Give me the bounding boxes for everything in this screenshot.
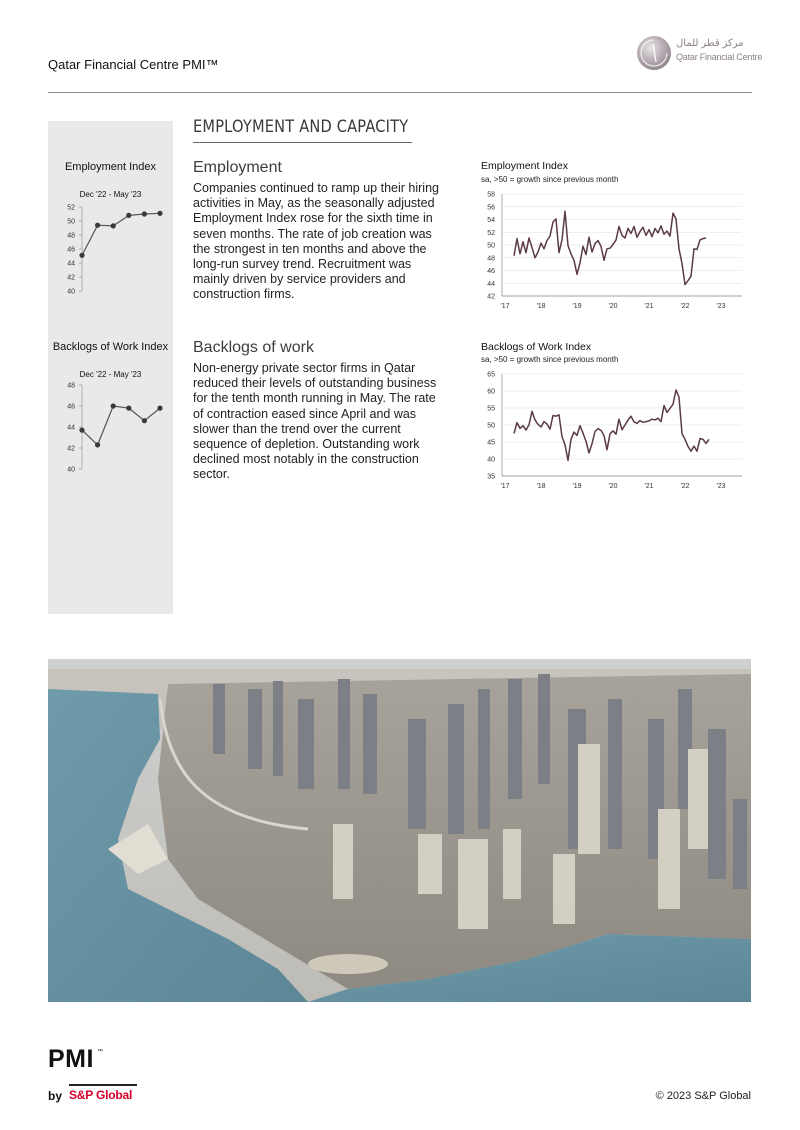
header-divider [48, 92, 752, 93]
employment-chart-subtitle: sa, >50 = growth since previous month [481, 175, 619, 184]
y-tick-label: 40 [67, 466, 75, 474]
logo-arabic-text: مركز قطر للمال [676, 38, 744, 49]
y-tick-label: 44 [487, 280, 495, 288]
mini-chart-title-employment: Employment Index [64, 161, 157, 173]
pmi-trademark: ™ [97, 1049, 103, 1055]
data-point [157, 211, 162, 216]
y-tick-label: 60 [487, 388, 495, 396]
section-heading: EMPLOYMENT AND CAPACITY [193, 117, 409, 137]
y-tick-label: 42 [67, 445, 75, 453]
backlogs-line-chart [478, 366, 750, 496]
series-line [514, 211, 706, 284]
sp-global-logo: S&P Global [69, 1088, 133, 1102]
y-tick-label: 65 [487, 371, 495, 379]
y-tick-label: 46 [487, 268, 495, 275]
data-point [95, 223, 100, 228]
y-tick-label: 35 [487, 473, 495, 481]
y-tick-label: 48 [67, 382, 75, 390]
copyright: © 2023 S&P Global [655, 1090, 751, 1102]
mini-chart-employment [48, 199, 173, 299]
doha-skyline-illustration [48, 659, 751, 1002]
mini-chart-subtitle-backlogs: Dec '22 - May '23 [79, 370, 142, 379]
qfc-emblem-icon [636, 35, 672, 71]
y-tick-label: 48 [487, 255, 495, 263]
pmi-logo: PMI [48, 1045, 94, 1073]
y-tick-label: 54 [487, 217, 495, 224]
data-point [126, 213, 131, 218]
y-tick-label: 42 [67, 274, 75, 282]
x-tick-label: '23 [716, 483, 726, 490]
data-point [142, 418, 147, 423]
x-tick-label: '22 [680, 303, 690, 310]
data-point [157, 406, 162, 411]
y-tick-label: 40 [67, 288, 75, 296]
y-tick-label: 46 [67, 403, 75, 411]
y-tick-label: 52 [487, 229, 495, 237]
data-point [142, 211, 147, 216]
data-point [111, 403, 116, 408]
doha-skyline-photo [48, 659, 751, 1002]
y-tick-label: 40 [487, 456, 495, 464]
employment-chart-title: Employment Index [481, 160, 568, 172]
y-tick-label: 56 [487, 204, 495, 212]
employment-heading: Employment [193, 159, 282, 176]
x-tick-label: '18 [536, 303, 546, 310]
sidebar-panel [48, 121, 173, 614]
y-tick-label: 50 [67, 218, 75, 226]
spg-logo-bar [69, 1084, 137, 1086]
x-tick-label: '21 [644, 303, 654, 310]
qfc-logo [636, 32, 763, 74]
x-tick-label: '19 [572, 303, 582, 310]
backlogs-chart-subtitle: sa, >50 = growth since previous month [481, 355, 619, 364]
data-point [126, 406, 131, 411]
y-tick-label: 55 [487, 405, 495, 413]
logo-english-text: Qatar Financial Centre [676, 52, 763, 62]
y-tick-label: 46 [67, 246, 75, 254]
data-point [79, 428, 84, 433]
x-tick-label: '19 [572, 483, 582, 490]
x-tick-label: '20 [608, 303, 618, 310]
x-tick-label: '17 [500, 483, 510, 490]
x-tick-label: '21 [644, 483, 654, 490]
data-point [95, 442, 100, 447]
by-label: by [48, 1089, 63, 1103]
mini-chart-backlogs [48, 377, 173, 477]
x-tick-label: '18 [536, 483, 546, 490]
backlogs-heading: Backlogs of work [193, 339, 314, 356]
backlogs-chart-title: Backlogs of Work Index [481, 341, 592, 353]
mini-chart-subtitle-employment: Dec '22 - May '23 [79, 190, 142, 199]
series-line [82, 406, 160, 445]
y-tick-label: 45 [487, 439, 495, 447]
y-tick-label: 58 [487, 191, 495, 199]
data-point [111, 223, 116, 228]
y-tick-label: 52 [67, 204, 75, 212]
y-tick-label: 44 [67, 260, 75, 268]
x-tick-label: '20 [608, 483, 618, 490]
section-heading-underline [193, 142, 412, 143]
employment-body: Companies continued to ramp up their hiring activities in May, as the seasonally adjusted Employment Index rose for the sixth time in seven months. The rate of job creation was the strongest in ten months and above the long-run survey trend. Recruitment was mainly driven by service providers and construction firms. [193, 181, 439, 302]
x-tick-label: '23 [716, 303, 726, 310]
y-tick-label: 50 [487, 242, 495, 250]
y-tick-label: 50 [487, 422, 495, 430]
x-tick-label: '17 [500, 303, 510, 310]
y-tick-label: 44 [67, 424, 75, 432]
y-tick-label: 42 [487, 293, 495, 301]
backlogs-body: Non-energy private sector firms in Qatar reduced their levels of outstanding business for the tenth month running in May. The rate of contraction eased since April and was slower than the trend over the current sequence of depletion. Outstanding work declined most notably in the construction sector. [193, 361, 437, 482]
employment-line-chart [478, 186, 750, 316]
y-tick-label: 48 [67, 232, 75, 240]
report-title: Qatar Financial Centre PMI™ [48, 57, 219, 72]
x-tick-label: '22 [680, 483, 690, 490]
mini-chart-title-backlogs: Backlogs of Work Index [52, 341, 169, 353]
data-point [79, 253, 84, 258]
series-line [82, 213, 160, 255]
